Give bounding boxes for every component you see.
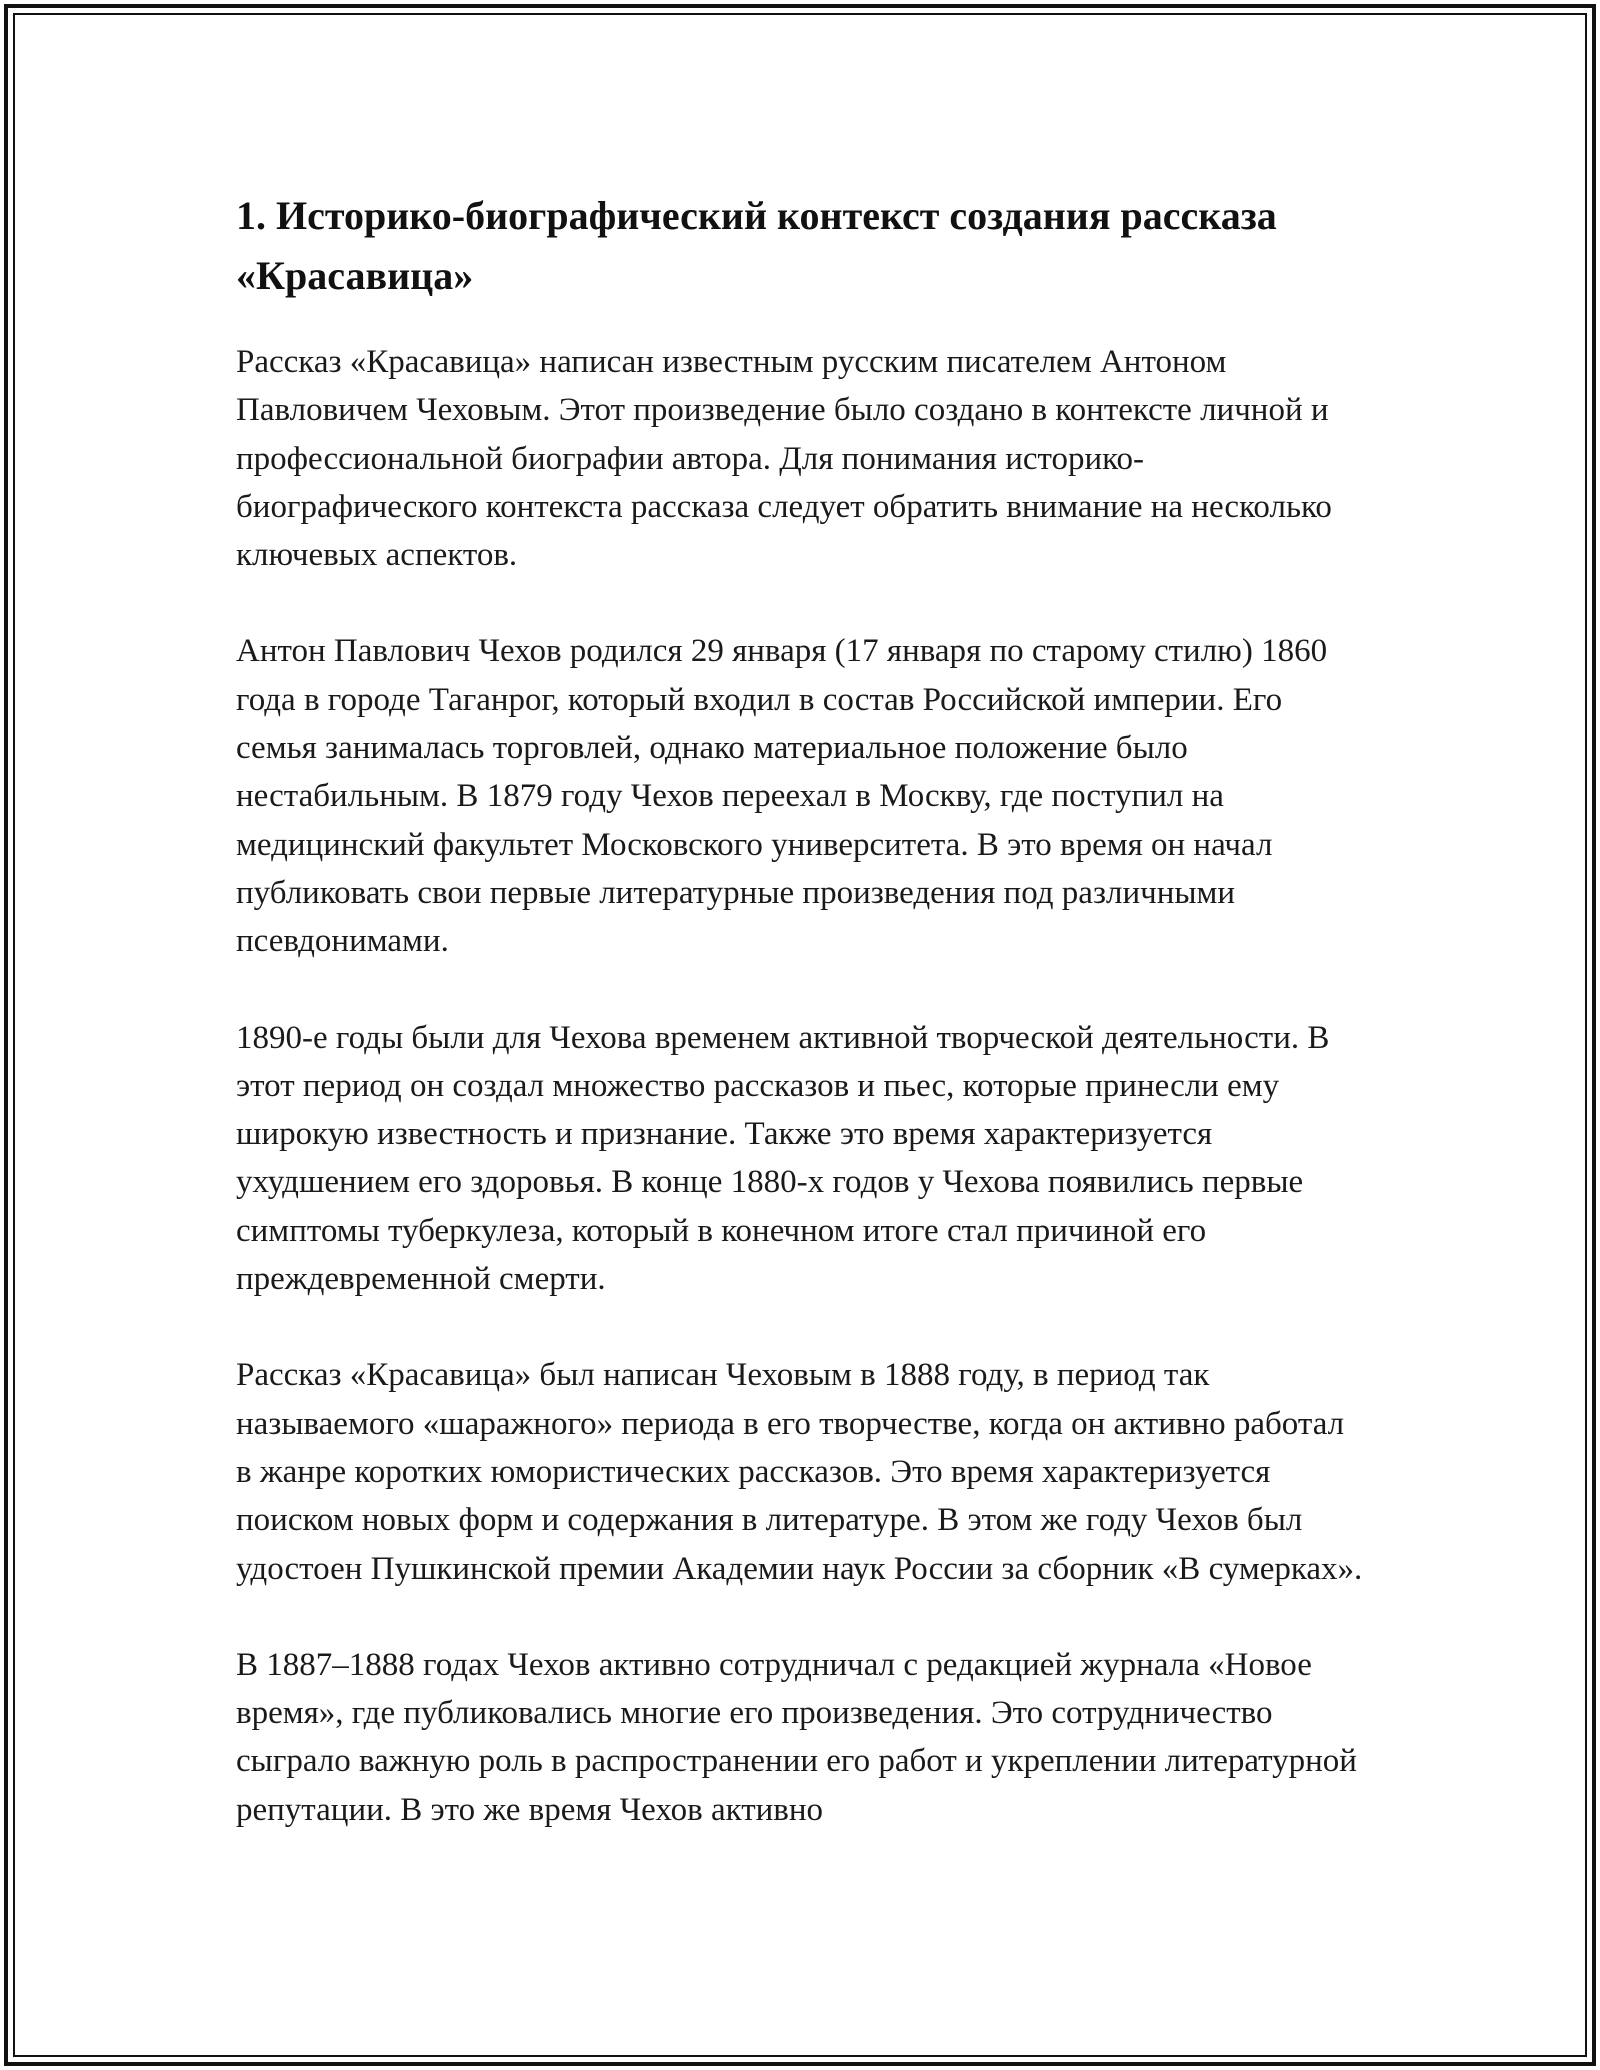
paragraph-1890s: 1890-е годы были для Чехова временем активной творческой деятельности. В этот период он создал множество рассказов и пьес, которые принесли ему широкую известность и признание. Также это время характеризуется ухудшением его здоровья. В конце 1880-х годов у Чехова появились первые симптомы туберкулеза, который в конечном итоге стал причиной его преждевременной смерти. <box>236 1019 1330 1298</box>
paragraph-biography: Антон Павлович Чехов родился 29 января (17 января по старому стилю) 1860 года в городе Таганрог, который входил в состав Российской империи. Его семья занималась торговлей, однако материальное положение было нестабильным. В 1879 году Чехов переехал в Москву, где поступил на медицинский факультет Московского университета. В это время он начал публиковать свои первые литературные произведения под различными псевдонимами. <box>236 633 1328 960</box>
paragraph-novoe-vremya: В 1887–1888 годах Чехов активно сотрудничал с редакцией журнала «Новое время», где публиковались многие его произведения. Это сотрудничество сыграло важную роль в распространении его работ и укреплении литературной репутации. В это же время Чехов активно <box>236 1646 1357 1828</box>
section-heading: 1. Историко-биографический контекст создания рассказа «Красавица» <box>236 193 1277 298</box>
paragraph-story-1888: Рассказ «Красавица» был написан Чеховым в 1888 году, в период так называемого «шаражного» периода в его творчестве, когда он активно работал в жанре коротких юмористических рассказов. Это время характеризуется поиском новых форм и содержания в литературе. В этом же году Чехов был удостоен Пушкинской премии Академии наук России за сборник «В сумерках». <box>236 1357 1363 1587</box>
document-body <box>236 186 1366 1882</box>
paragraph-intro: Рассказ «Красавица» написан известным русским писателем Антоном Павловичем Чеховым. Этот произведение было создано в контексте личной и профессиональной биографии автора. Для понимания историко-биографического контекста рассказа следует обратить внимание на несколько ключевых аспектов. <box>236 344 1332 574</box>
